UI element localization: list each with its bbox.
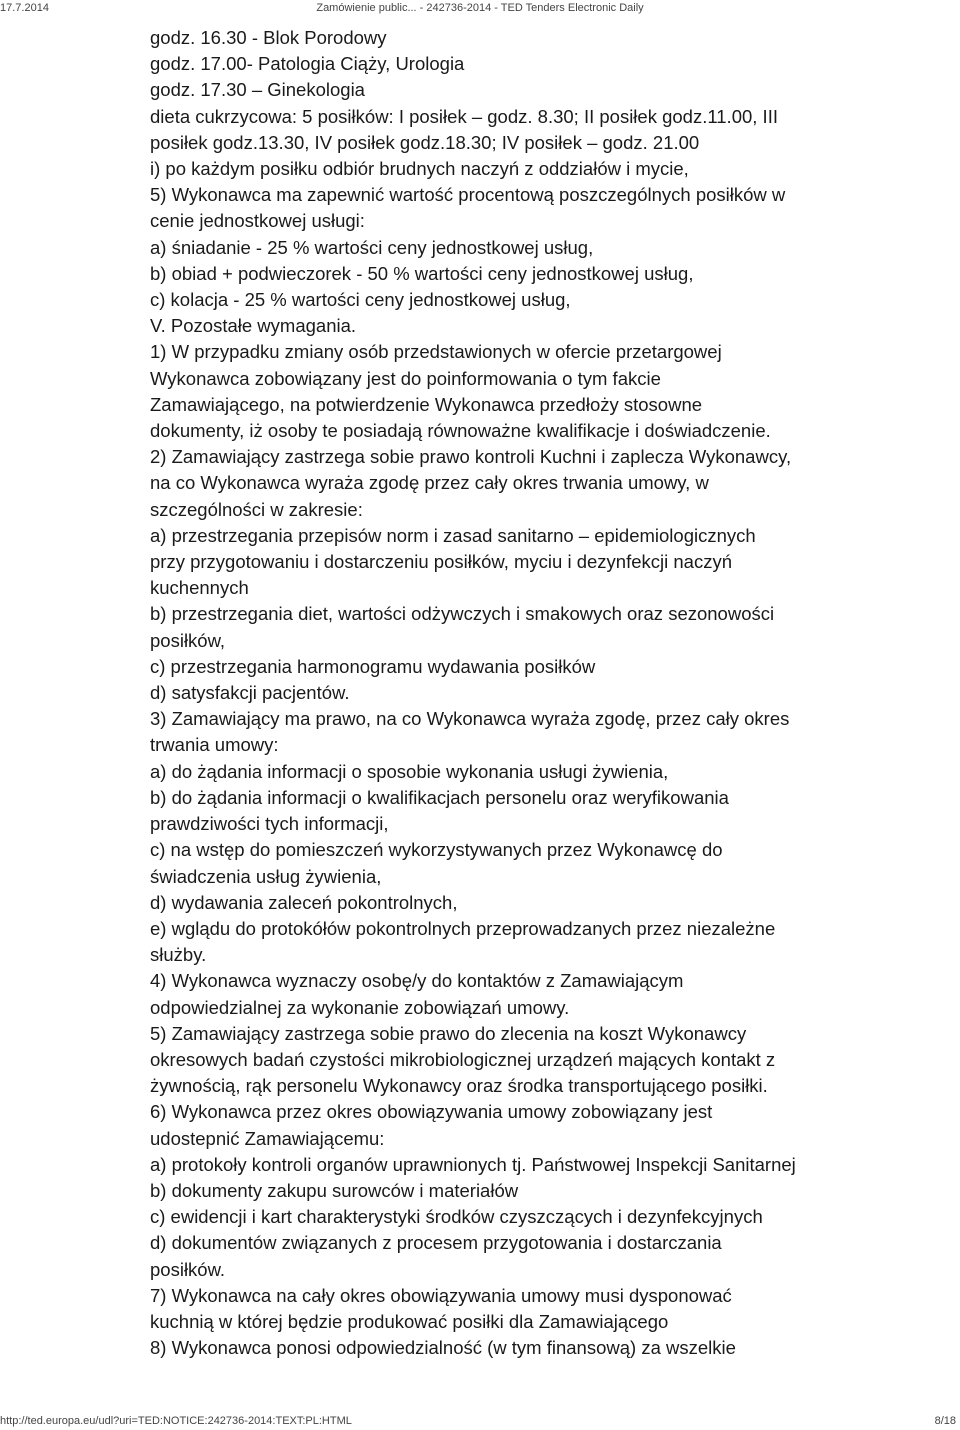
text-line: kuchennych	[150, 577, 249, 599]
text-line: Wykonawca zobowiązany jest do poinformowania o tym fakcie	[150, 367, 661, 389]
text-line: szczególności w zakresie:	[150, 498, 363, 520]
text-line: godz. 16.30 - Blok Porodowy	[150, 27, 387, 48]
text-line: 1) W przypadku zmiany osób przedstawionych w ofercie przetargowej	[150, 341, 722, 363]
text-line: dokumenty, iż osoby te posiadają równoważne kwalifikacje i doświadczenie.	[150, 420, 771, 442]
text-line: a) do żądania informacji o sposobie wykonania usługi żywienia,	[150, 760, 669, 782]
text-line: e) wglądu do protokółów pokontrolnych przeprowadzanych przez niezależne	[150, 917, 776, 939]
text-line: świadczenia usług żywienia,	[150, 865, 382, 887]
page-number: 8/18	[934, 1415, 956, 1427]
text-line: b) obiad + podwieczorek - 50 % wartości ceny jednostkowej usług,	[150, 262, 694, 284]
text-line: cenie jednostkowej usługi:	[150, 210, 365, 232]
print-footer	[0, 1412, 960, 1430]
page-title: Zamówienie public... - 242736-2014 - TED Tenders Electronic Daily	[316, 2, 644, 14]
text-line: d) wydawania zaleceń pokontrolnych,	[150, 891, 458, 913]
text-line: 7) Wykonawca na cały okres obowiązywania umowy musi dysponować	[150, 1284, 732, 1306]
text-line: a) protokoły kontroli organów uprawnionych tj. Państwowej Inspekcji Sanitarnej	[150, 1153, 796, 1175]
text-line: posiłków,	[150, 629, 226, 651]
text-line: okresowych badań czystości mikrobiologicznej urządzeń mających kontakt z	[150, 1048, 776, 1070]
text-line: odpowiedzialnej za wykonanie zobowiązań umowy.	[150, 996, 570, 1018]
text-line: na co Wykonawca wyraża zgodę przez cały okres trwania umowy, w	[150, 472, 709, 494]
text-line: trwania umowy:	[150, 734, 279, 756]
text-line: b) do żądania informacji o kwalifikacjach personelu oraz weryfikowania	[150, 786, 729, 808]
document-body	[150, 25, 920, 1361]
text-line: służby.	[150, 944, 207, 966]
text-line: c) przestrzegania harmonogramu wydawania posiłków	[150, 655, 596, 677]
text-line: a) śniadanie - 25 % wartości ceny jednostkowej usług,	[150, 236, 594, 258]
text-line: d) satysfakcji pacjentów.	[150, 682, 350, 704]
text-line: 2) Zamawiający zastrzega sobie prawo kontroli Kuchni i zaplecza Wykonawcy,	[150, 446, 792, 468]
text-line: posiłków.	[150, 1258, 226, 1280]
text-line: przy przygotowaniu i dostarczeniu posiłków, myciu i dezynfekcji naczyń	[150, 551, 732, 573]
section-heading: V. Pozostałe wymagania.	[150, 315, 357, 337]
text-line: c) kolacja - 25 % wartości ceny jednostkowej usług,	[150, 289, 571, 311]
text-line: udostepnić Zamawiającemu:	[150, 1127, 385, 1149]
text-line: godz. 17.00- Patologia Ciąży, Urologia	[150, 53, 465, 75]
page-url: http://ted.europa.eu/udl?uri=TED:NOTICE:242736-2014:TEXT:PL:HTML	[0, 1415, 352, 1427]
text-line: d) dokumentów związanych z procesem przygotowania i dostarczania	[150, 1232, 722, 1254]
text-line: dieta cukrzycowa: 5 posiłków: I posiłek – godz. 8.30; II posiłek godz.11.00, III	[150, 105, 778, 127]
text-line: 6) Wykonawca przez okres obowiązywania umowy zobowiązany jest	[150, 1101, 713, 1123]
text-line: b) przestrzegania diet, wartości odżywczych i smakowych oraz sezonowości	[150, 603, 775, 625]
text-line: 5) Wykonawca ma zapewnić wartość procentową poszczególnych posiłków w	[150, 184, 786, 206]
text-line: 3) Zamawiający ma prawo, na co Wykonawca wyraża zgodę, przez cały okres	[150, 708, 790, 730]
print-header	[0, 0, 960, 18]
text-line: i) po każdym posiłku odbiór brudnych naczyń z oddziałów i mycie,	[150, 158, 689, 180]
text-line: prawdziwości tych informacji,	[150, 813, 389, 835]
text-line: 4) Wykonawca wyznaczy osobę/y do kontaktów z Zamawiającym	[150, 970, 684, 992]
text-line: a) przestrzegania przepisów norm i zasad sanitarno – epidemiologicznych	[150, 524, 756, 546]
text-line: posiłek godz.13.30, IV posiłek godz.18.30; IV posiłek – godz. 21.00	[150, 131, 700, 153]
text-line: kuchnią w której będzie produkować posiłki dla Zamawiającego	[150, 1310, 669, 1332]
text-line: 8) Wykonawca ponosi odpowiedzialność (w tym finansową) za wszelkie	[150, 1337, 736, 1359]
text-line: b) dokumenty zakupu surowców i materiałów	[150, 1179, 519, 1201]
text-line: żywnością, rąk personelu Wykonawcy oraz środka transportującego posiłki.	[150, 1075, 768, 1097]
print-date: 17.7.2014	[0, 2, 49, 14]
text-line: Zamawiającego, na potwierdzenie Wykonawca przedłoży stosowne	[150, 393, 703, 415]
text-line: 5) Zamawiający zastrzega sobie prawo do zlecenia na koszt Wykonawcy	[150, 1022, 747, 1044]
text-line: c) ewidencji i kart charakterystyki środków czyszczących i dezynfekcyjnych	[150, 1206, 763, 1228]
text-line: c) na wstęp do pomieszczeń wykorzystywanych przez Wykonawcę do	[150, 839, 723, 861]
text-line: godz. 17.30 – Ginekologia	[150, 79, 365, 101]
